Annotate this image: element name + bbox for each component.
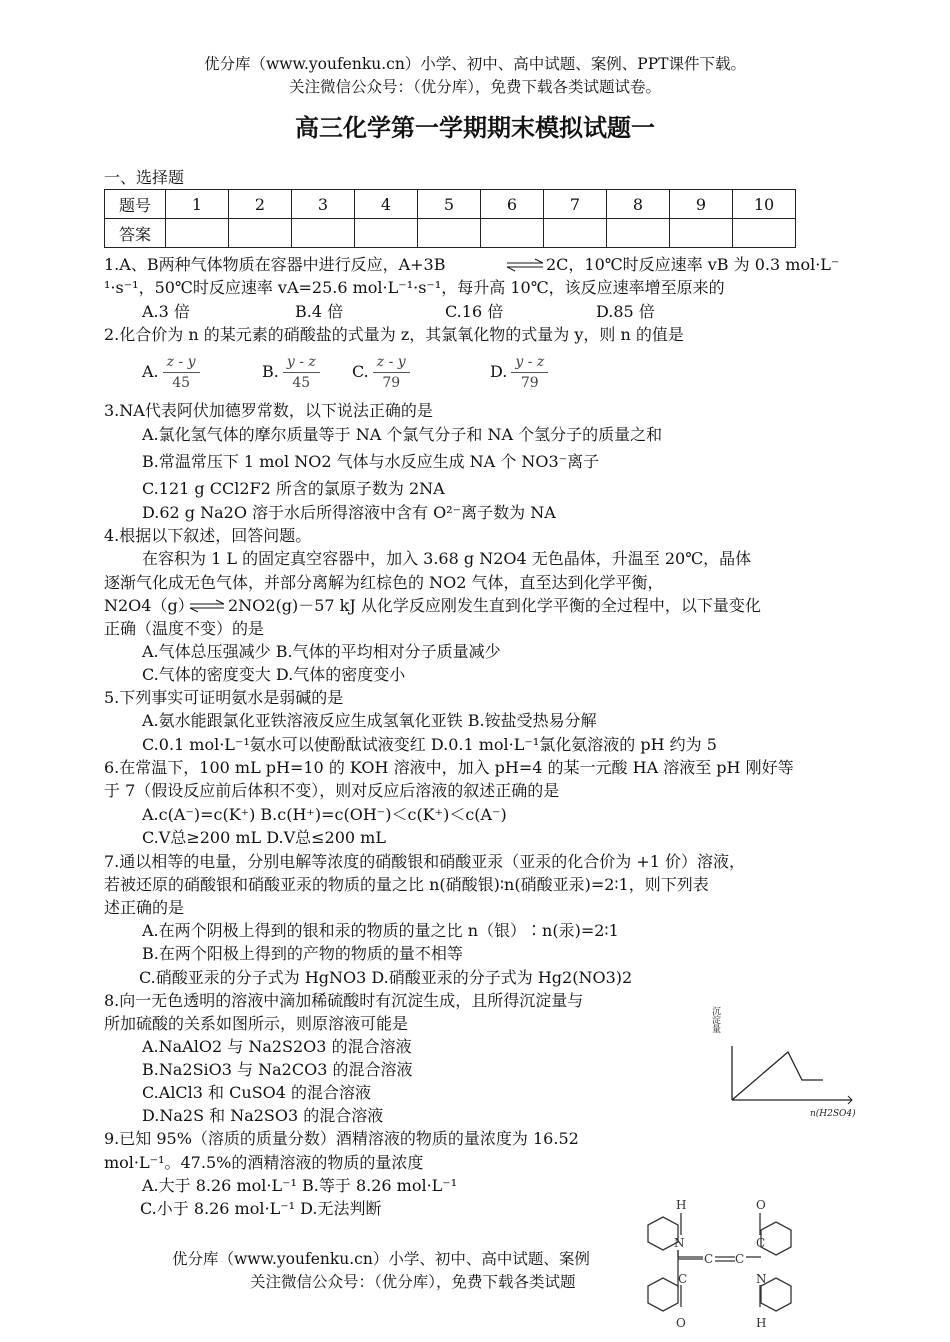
q8-option-a: A.NaAlO2 与 Na2S2O3 的混合溶液 <box>142 1037 412 1056</box>
fraction <box>283 352 320 393</box>
q4-para-4: 正确（温度不变）的是 <box>104 619 265 638</box>
atom-label: C <box>678 1272 688 1286</box>
q5-stem: 5.下列事实可证明氨水是弱碱的是 <box>104 688 344 707</box>
q5-options-ab: A.氨水能跟氯化亚铁溶液反应生成氢氧化亚铁 B.铵盐受热易分解 <box>142 711 597 730</box>
q2-a-label: A. <box>142 362 159 381</box>
numerator: z - y <box>373 352 410 373</box>
q8-line-1: 8.向一无色透明的溶液中滴加稀硫酸时有沉淀生成，且所得沉淀量与 <box>104 991 584 1010</box>
answer-cell[interactable] <box>166 219 229 248</box>
q8-option-b: B.Na2SiO3 与 Na2CO3 的混合溶液 <box>142 1060 413 1079</box>
denominator: 79 <box>520 375 539 391</box>
atom-label: H <box>756 1316 767 1330</box>
fraction <box>373 352 410 393</box>
answer-cell[interactable] <box>607 219 670 248</box>
q2-option-a <box>142 352 204 393</box>
numerator: z - y <box>163 352 200 373</box>
q1-option-c: C.16 倍 <box>445 302 504 321</box>
q9-line-2: mol·L⁻¹。47.5%的酒精溶液的物质的量浓度 <box>104 1153 424 1172</box>
table-cell: 题号 <box>105 190 166 219</box>
equilibrium-arrow-icon <box>505 257 545 273</box>
fraction <box>511 352 548 393</box>
answer-cell[interactable] <box>355 219 418 248</box>
q9-options-ab: A.大于 8.26 mol·L⁻¹ B.等于 8.26 mol·L⁻¹ <box>142 1176 458 1195</box>
q2-option-d <box>490 352 552 393</box>
denominator: 79 <box>382 375 401 391</box>
q7-options-cd: C.硝酸亚汞的分子式为 HgNO3 D.硝酸亚汞的分子式为 Hg2(NO3)2 <box>139 968 633 987</box>
q2-c-label: C. <box>352 362 369 381</box>
q2-option-c <box>352 352 414 393</box>
q4-para-3a: N2O4（g） <box>104 596 194 615</box>
equilibrium-arrow-icon <box>188 598 226 614</box>
atom-label: O <box>676 1316 686 1330</box>
q3-stem: 3.NA代表阿伏加德罗常数，以下说法正确的是 <box>104 401 433 420</box>
q8-line-2: 所加硫酸的关系如图所示，则原溶液可能是 <box>104 1014 409 1033</box>
q6-line-1: 6.在常温下，100 mL pH=10 的 KOH 溶液中，加入 pH=4 的某一元酸 HA 溶液至 pH 刚好等 <box>104 758 794 777</box>
answer-table-answer-row <box>105 219 796 248</box>
denominator: 45 <box>172 375 191 391</box>
table-cell: 6 <box>481 190 544 219</box>
q2-b-label: B. <box>262 362 279 381</box>
denominator: 45 <box>292 375 311 391</box>
q1-option-b: B.4 倍 <box>295 302 344 321</box>
table-cell: 3 <box>292 190 355 219</box>
numerator: y - z <box>511 352 548 373</box>
q9-line-1: 9.已知 95%（溶质的质量分数）酒精溶液的物质的量浓度为 16.52 <box>104 1129 579 1148</box>
answer-cell[interactable] <box>670 219 733 248</box>
q3-option-b: B.常温常压下 1 mol NO2 气体与水反应生成 NA 个 NO3⁻离子 <box>142 452 600 471</box>
table-cell: 1 <box>166 190 229 219</box>
precipitate-chart <box>712 1000 872 1125</box>
y-axis-label: 沉淀量 <box>710 1006 720 1033</box>
q3-option-d: D.62 g Na2O 溶于水后所得溶液中含有 O²⁻离子数为 NA <box>142 503 556 522</box>
answer-cell[interactable] <box>229 219 292 248</box>
header-line-1: 优分库（www.youfenku.cn）小学、初中、高中试题、案例、PPT课件下载。 <box>203 55 747 73</box>
q1-option-a: A.3 倍 <box>142 302 190 321</box>
q9-options-cd: C.小于 8.26 mol·L⁻¹ D.无法判断 <box>140 1199 382 1218</box>
table-cell: 9 <box>670 190 733 219</box>
q1-option-d: D.85 倍 <box>596 302 655 321</box>
atom-label: N <box>674 1236 685 1250</box>
table-cell: 答案 <box>105 219 166 248</box>
q7-line-2: 若被还原的硝酸银和硝酸亚汞的物质的量之比 n(硝酸银)∶n(硝酸亚汞)=2∶1，则下列表 <box>104 875 709 894</box>
numerator: y - z <box>283 352 320 373</box>
answer-cell[interactable] <box>418 219 481 248</box>
q6-line-2: 于 7（假设反应前后体积不变），则对反应后溶液的叙述正确的是 <box>104 781 560 800</box>
q7-line-3: 述正确的是 <box>104 898 185 917</box>
answer-cell[interactable] <box>733 219 796 248</box>
answer-cell[interactable] <box>292 219 355 248</box>
q2-option-b <box>262 352 324 393</box>
table-cell: 10 <box>733 190 796 219</box>
q7-option-b: B.在两个阳极上得到的产物的物质的量不相等 <box>142 944 463 963</box>
q1-line-1b: 2C，10℃时反应速率 vB 为 0.3 mol·L⁻ <box>546 255 840 274</box>
q2-stem: 2.化合价为 n 的某元素的硝酸盐的式量为 z，其氯氧化物的式量为 y，则 n 的值是 <box>104 325 684 344</box>
q3-option-c: C.121 g CCl2F2 所含的氯原子数为 2NA <box>142 479 445 498</box>
q4-options-cd: C.气体的密度变大 D.气体的密度变小 <box>142 665 406 684</box>
atom-label: O <box>756 1198 766 1212</box>
answer-cell[interactable] <box>481 219 544 248</box>
q3-option-a: A.氯化氢气体的摩尔质量等于 NA 个氯气分子和 NA 个氢分子的质量之和 <box>142 425 663 444</box>
q1-line-1a: 1.A、B两种气体物质在容器中进行反应，A+3B <box>104 255 446 274</box>
q4-options-ab: A.气体总压强减少 B.气体的平均相对分子质量减少 <box>142 642 501 661</box>
table-cell: 5 <box>418 190 481 219</box>
header-line-2: 关注微信公众号：（优分库），免费下载各类试题试卷。 <box>288 78 661 96</box>
fraction <box>163 352 200 393</box>
q7-option-a: A.在两个阴极上得到的银和汞的物质的量之比 n（银）∶n(汞)=2∶1 <box>142 921 619 940</box>
q2-d-label: D. <box>490 362 508 381</box>
answer-cell[interactable] <box>544 219 607 248</box>
table-cell: 8 <box>607 190 670 219</box>
table-cell: 4 <box>355 190 418 219</box>
section-heading: 一、选择题 <box>104 168 185 187</box>
q4-stem: 4.根据以下叙述，回答问题。 <box>104 526 312 545</box>
x-axis-label: n(H2SO4) <box>810 1109 856 1119</box>
q8-option-d: D.Na2S 和 Na2SO3 的混合溶液 <box>142 1106 384 1125</box>
footer-line-1: 优分库（www.youfenku.cn）小学、初中、高中试题、案例 <box>172 1250 590 1268</box>
q6-options-cd: C.V总≥200 mL D.V总≤200 mL <box>142 828 386 847</box>
q5-options-cd: C.0.1 mol·L⁻¹氨水可以使酚酞试液变红 D.0.1 mol·L⁻¹氯化氨溶液的 pH 约为 5 <box>142 735 717 754</box>
answer-table <box>104 189 796 248</box>
atom-label: C <box>704 1252 714 1266</box>
atom-label: C <box>735 1252 745 1266</box>
q1-line-2: ¹·s⁻¹，50℃时反应速率 vA=25.6 mol·L⁻¹·s⁻¹，每升高 10℃，该反应速率增至原来的 <box>104 278 725 297</box>
atom-label: N <box>756 1272 767 1286</box>
answer-table-number-row <box>105 190 796 219</box>
q4-para-2: 逐渐气化成无色气体，并部分离解为红棕色的 NO2 气体，直至达到化学平衡， <box>104 573 664 592</box>
q6-options-ab: A.c(A⁻)=c(K⁺) B.c(H⁺)=c(OH⁻)＜c(K⁺)＜c(A⁻) <box>142 805 507 824</box>
q8-option-c: C.AlCl3 和 CuSO4 的混合溶液 <box>142 1083 372 1102</box>
atom-label: C <box>756 1236 766 1250</box>
page-title: 高三化学第一学期期末模拟试题一 <box>295 114 655 142</box>
table-cell: 2 <box>229 190 292 219</box>
q4-para-1: 在容积为 1 L 的固定真空容器中，加入 3.68 g N2O4 无色晶体，升温至 20℃，晶体 <box>142 549 752 568</box>
q7-line-1: 7.通以相等的电量，分别电解等浓度的硝酸银和硝酸亚汞（亚汞的化合价为 +1 价）溶液， <box>104 852 746 871</box>
series-line <box>732 1052 823 1100</box>
benzene-ring-right <box>761 1222 791 1255</box>
footer-line-2: 关注微信公众号：（优分库），免费下载各类试题 <box>250 1273 576 1291</box>
atom-label: H <box>676 1198 687 1212</box>
table-cell: 7 <box>544 190 607 219</box>
q4-para-3b: 2NO2(g)－57 kJ 从化学反应刚发生直到化学平衡的全过程中，以下量变化 <box>228 596 761 615</box>
chemical-structure-diagram <box>628 1195 818 1342</box>
